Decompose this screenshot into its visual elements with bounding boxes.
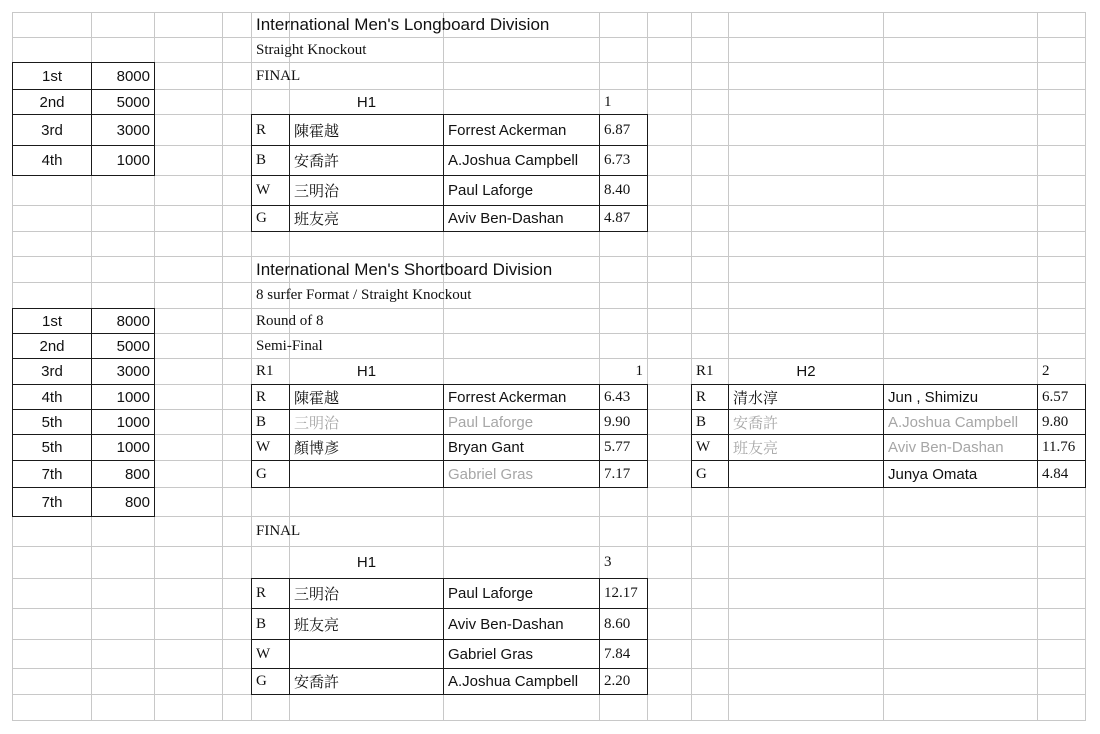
surfer-name-en: Gabriel Gras	[448, 465, 534, 483]
jersey-color: G	[256, 210, 267, 226]
heat-score: 6.57	[1042, 388, 1069, 405]
prize-amount: 8000	[116, 312, 150, 330]
heat-table-semi-h2-vline	[1085, 384, 1086, 488]
prize-place: 1st	[41, 312, 62, 330]
heat-table-semi-h1-hline	[251, 487, 648, 488]
prize-amount: 1000	[116, 152, 150, 169]
surfer-name-en: A.Joshua Campbell	[888, 413, 1019, 431]
surfer-name-zh: 清水淳	[733, 389, 779, 407]
heat-score: 11.76	[1042, 439, 1076, 455]
heat-score: 9.90	[604, 413, 631, 430]
heat-table-longboard-final-vline	[647, 114, 648, 232]
heat-score: 5.77	[604, 439, 631, 455]
heat-score: 2.20	[604, 673, 631, 689]
shortboard-title: International Men's Shortboard Division	[256, 259, 553, 279]
heat-table-semi-h2-hline	[691, 487, 1086, 488]
prize-table-shortboard-hline	[12, 516, 155, 517]
round-label: R1	[256, 363, 274, 379]
gridline-horizontal	[12, 62, 1086, 63]
surfer-name-zh: 安喬許	[294, 674, 340, 691]
surfer-name-zh: 班友亮	[294, 616, 340, 634]
prize-place: 5th	[41, 439, 63, 456]
heat-number: 2	[1042, 363, 1050, 379]
heat-score: 6.73	[604, 152, 631, 168]
heat-score: 4.87	[604, 210, 631, 226]
jersey-color: W	[256, 645, 271, 662]
heat-score: 4.84	[1042, 465, 1069, 482]
surfer-name-en: Bryan Gant	[448, 439, 524, 456]
gridline-vertical	[222, 12, 223, 721]
prize-place: 3rd	[41, 363, 63, 380]
surfer-name-zh	[729, 461, 883, 487]
shortboard-round: Round of 8	[256, 312, 324, 329]
heat-table-shortboard-final-vline	[647, 578, 648, 695]
heat-table-semi-h1-vline	[647, 384, 648, 488]
jersey-color: B	[256, 413, 267, 430]
prize-amount: 5000	[116, 337, 150, 355]
shortboard-semi: Semi-Final	[256, 337, 323, 354]
surfer-name-zh: 安喬許	[294, 153, 340, 170]
gridline-horizontal	[12, 546, 1086, 547]
surfer-name-zh	[290, 640, 443, 668]
surfer-name-en: Paul Laforge	[448, 413, 534, 431]
heat-table-shortboard-final-hline	[251, 694, 648, 695]
heat-label: H1	[356, 554, 377, 571]
jersey-color: W	[696, 439, 711, 455]
prize-amount: 5000	[116, 93, 150, 111]
shortboard-format: 8 surfer Format / Straight Knockout	[256, 287, 472, 303]
surfer-name-en: Aviv Ben-Dashan	[448, 210, 564, 227]
surfer-name-en: Paul Laforge	[448, 182, 534, 199]
heat-score: 8.60	[604, 615, 631, 632]
jersey-color: B	[696, 413, 707, 430]
prize-table-shortboard-vline	[154, 308, 155, 517]
heat-score: 7.84	[604, 645, 631, 662]
surfer-name-en: A.Joshua Campbell	[448, 152, 579, 169]
surfer-name-zh: 三明治	[294, 586, 340, 603]
jersey-color: W	[256, 182, 271, 198]
surfer-name-zh: 陳霍越	[294, 122, 340, 140]
jersey-color: W	[256, 439, 271, 455]
longboard-stage: FINAL	[256, 67, 301, 84]
heat-score: 8.40	[604, 182, 631, 198]
prize-amount: 8000	[116, 67, 150, 85]
jersey-color: G	[256, 465, 267, 482]
surfer-name-en: Aviv Ben-Dashan	[888, 439, 1004, 456]
surfer-name-zh: 顏博彥	[294, 440, 340, 457]
prize-place: 4th	[41, 152, 63, 169]
heat-score: 9.80	[1042, 413, 1069, 430]
prize-place: 4th	[41, 388, 63, 406]
heat-score: 7.17	[604, 465, 631, 482]
heat-score: 12.17	[604, 585, 638, 601]
jersey-color: R	[256, 121, 267, 138]
heat-label: H1	[356, 363, 377, 380]
jersey-color: R	[256, 388, 267, 405]
prize-amount: 3000	[116, 363, 150, 380]
prize-place: 5th	[41, 413, 63, 431]
jersey-color: R	[696, 388, 707, 405]
heat-number: 1	[604, 93, 612, 110]
surfer-name-en: Forrest Ackerman	[448, 121, 567, 139]
longboard-format: Straight Knockout	[256, 41, 367, 58]
jersey-color: G	[696, 465, 707, 482]
gridline-vertical	[1085, 12, 1086, 721]
gridline-vertical	[883, 12, 884, 721]
surfer-name-en: A.Joshua Campbell	[448, 673, 579, 690]
prize-amount: 1000	[116, 388, 150, 406]
prize-place: 7th	[41, 493, 63, 511]
prize-place: 1st	[41, 67, 62, 85]
surfer-name-en: Aviv Ben-Dashan	[448, 615, 564, 633]
prize-amount: 1000	[116, 439, 150, 456]
prize-amount: 3000	[116, 121, 150, 139]
surfer-name-zh: 安喬許	[733, 414, 779, 432]
heat-table-longboard-final-hline	[251, 231, 648, 232]
prize-place: 2nd	[39, 337, 65, 355]
prize-place: 2nd	[39, 93, 65, 111]
longboard-title: International Men's Longboard Division	[256, 15, 550, 34]
surfer-name-zh: 三明治	[294, 414, 340, 432]
surfer-name-en: Forrest Ackerman	[448, 388, 567, 406]
surfer-name-zh: 班友亮	[733, 440, 779, 457]
jersey-color: G	[256, 673, 267, 689]
heat-label: H1	[356, 93, 377, 111]
heat-score: 6.43	[604, 388, 631, 405]
heat-number: 3	[604, 554, 612, 570]
prize-amount: 1000	[116, 413, 150, 431]
round-label: R1	[696, 363, 714, 379]
jersey-color: R	[256, 585, 267, 601]
heat-number: 1	[635, 363, 643, 379]
jersey-color: B	[256, 152, 267, 168]
gridline-horizontal	[12, 358, 1086, 359]
heat-score: 6.87	[604, 121, 631, 138]
surfer-name-en: Junya Omata	[888, 465, 978, 483]
heat-label: H2	[796, 363, 816, 380]
gridline-horizontal	[12, 720, 1086, 721]
shortboard-final-label: FINAL	[256, 523, 301, 539]
surfer-name-zh: 陳霍越	[294, 389, 340, 407]
surfer-name-en: Paul Laforge	[448, 585, 534, 602]
prize-place: 3rd	[41, 121, 63, 139]
surfer-name-en: Gabriel Gras	[448, 645, 534, 663]
prize-place: 7th	[41, 465, 63, 483]
surfer-name-zh: 三明治	[294, 183, 340, 200]
surfer-name-zh: 班友亮	[294, 211, 340, 228]
prize-amount: 800	[124, 465, 150, 483]
prize-table-longboard-hline	[12, 175, 155, 176]
prize-amount: 800	[124, 493, 150, 511]
surfer-name-en: Jun , Shimizu	[888, 388, 979, 406]
prize-table-longboard-vline	[154, 62, 155, 176]
surfer-name-zh	[290, 461, 443, 487]
jersey-color: B	[256, 615, 267, 632]
gridline-horizontal	[12, 89, 1086, 90]
